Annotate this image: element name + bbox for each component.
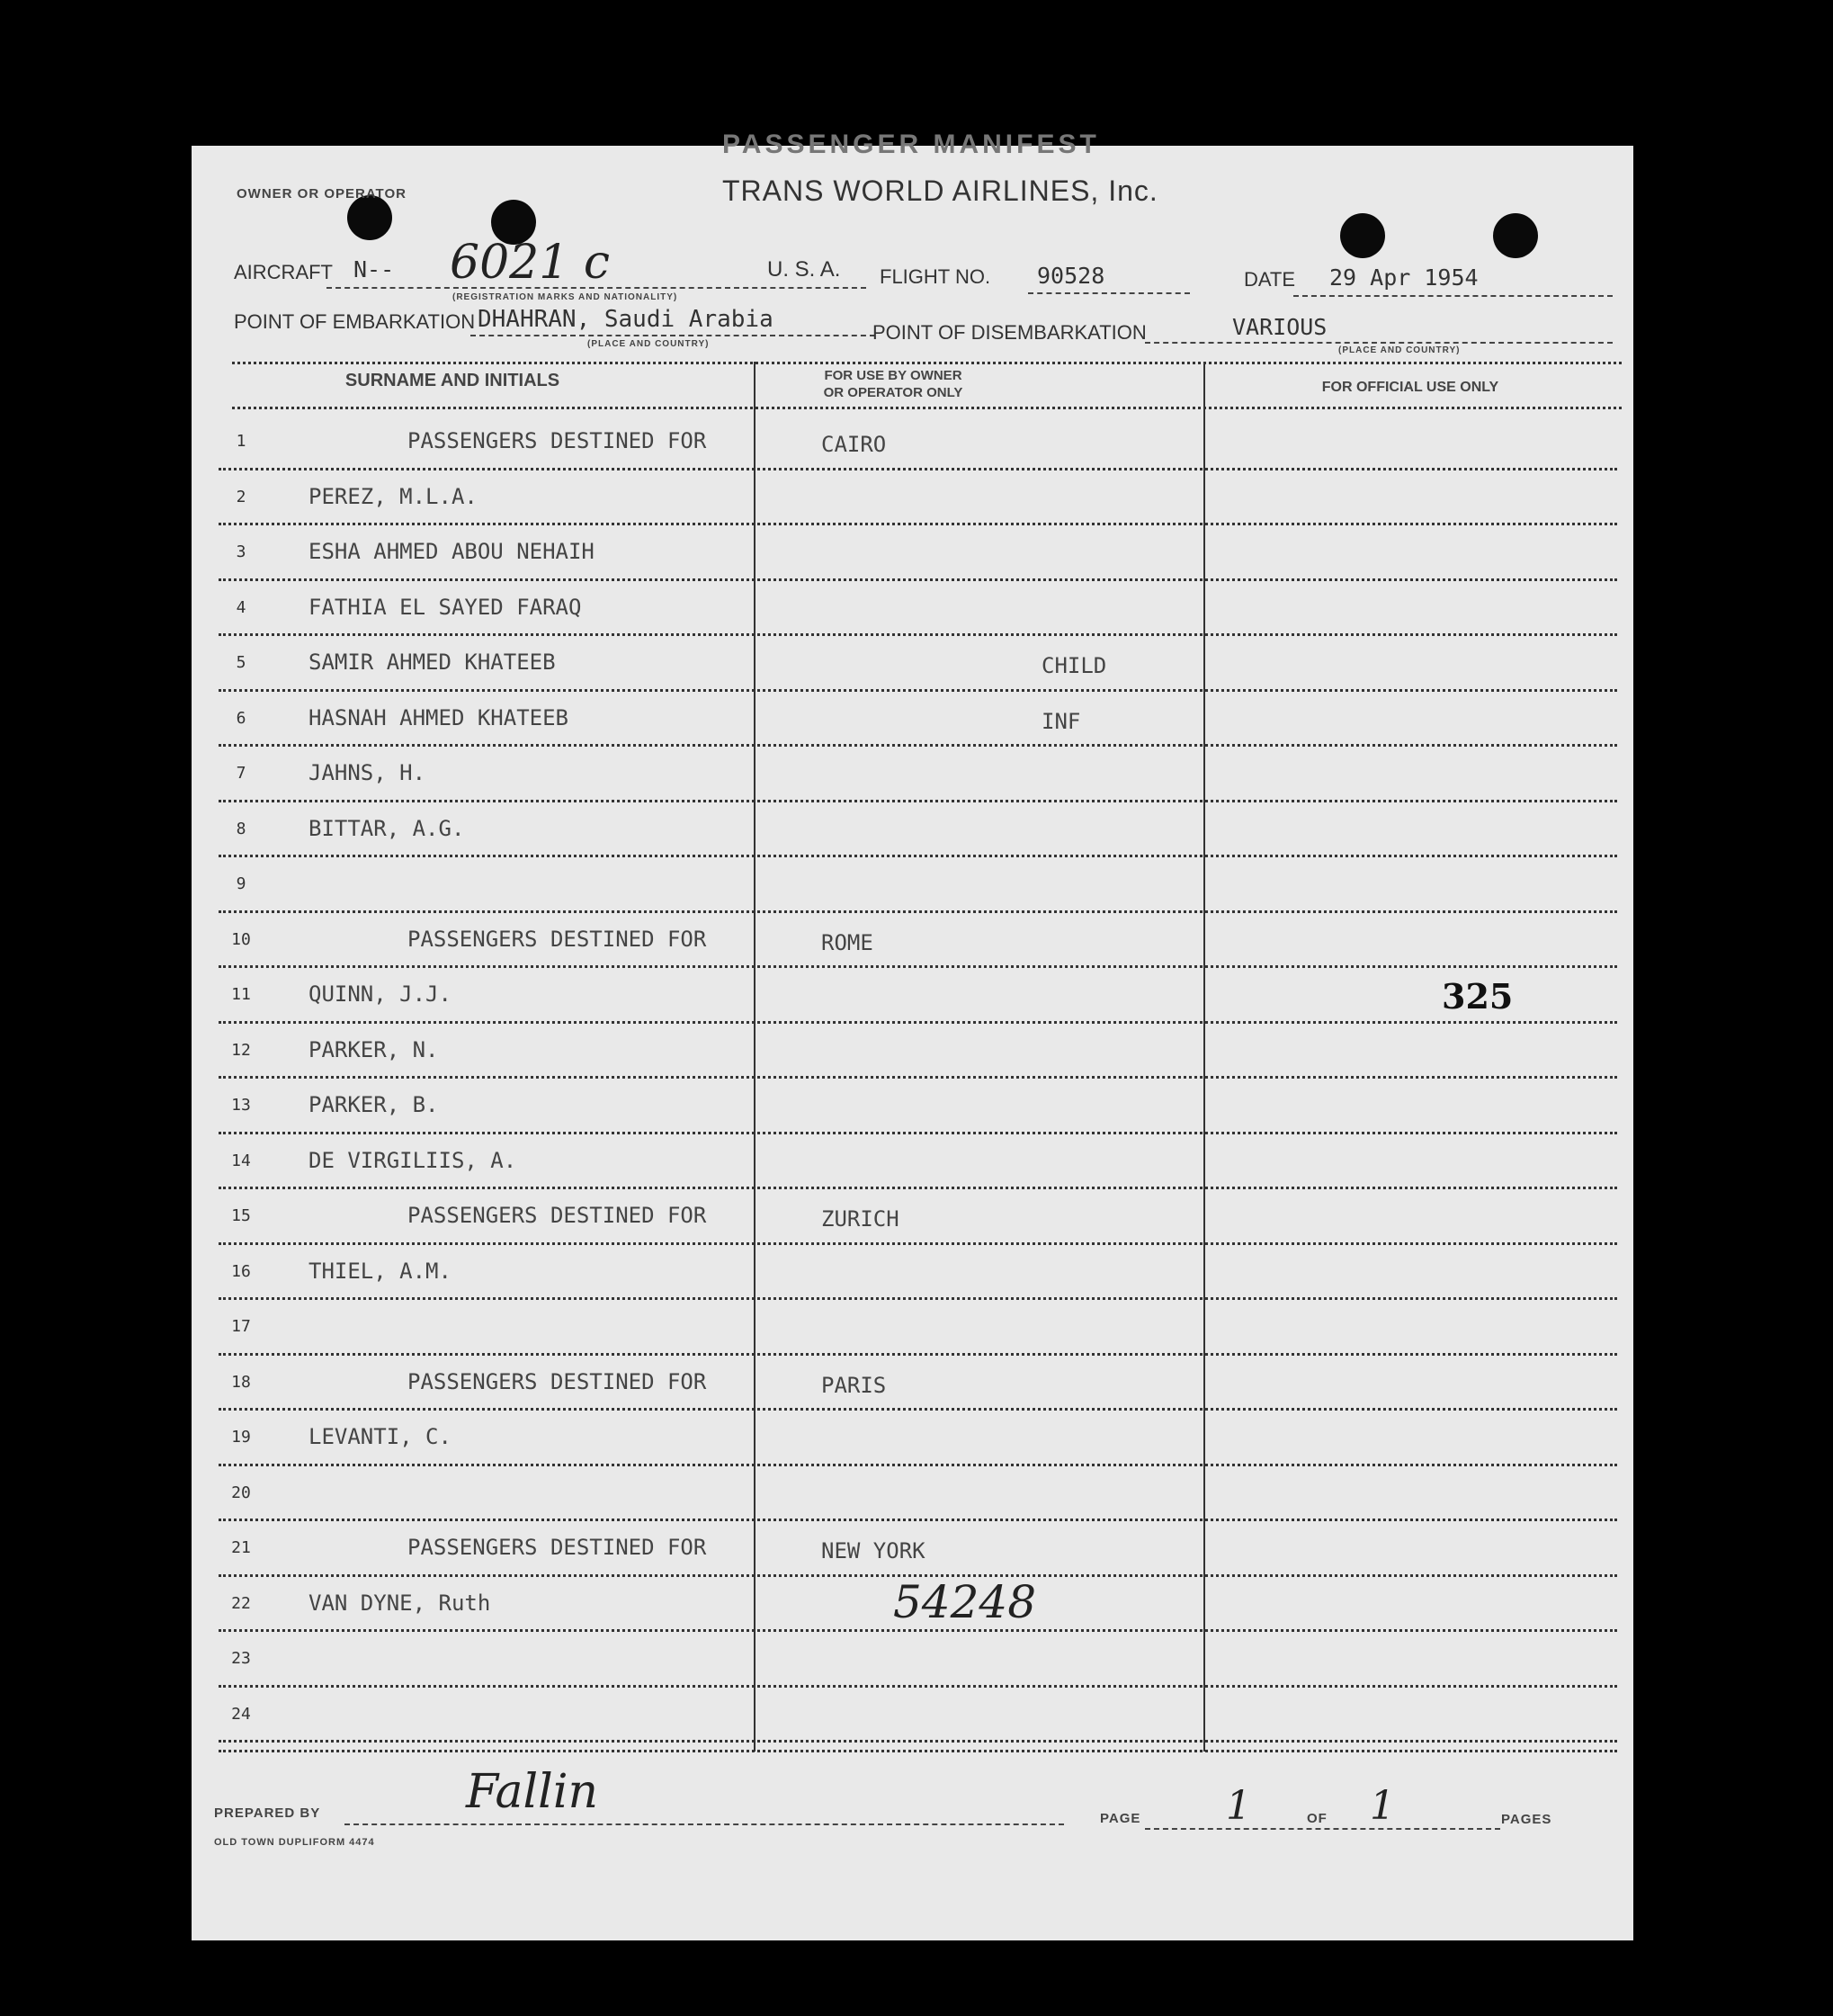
- table-row: [192, 748, 1631, 803]
- passenger-name: VAN DYNE, Ruth: [308, 1590, 491, 1616]
- page-number: 1: [1226, 1783, 1251, 1829]
- row-rule: [219, 1629, 1617, 1632]
- table-row: [192, 1633, 1631, 1689]
- table-row: [192, 582, 1631, 638]
- row-rule: [219, 1132, 1617, 1134]
- passenger-name: PARKER, N.: [308, 1036, 439, 1062]
- row-number: 13: [231, 1096, 251, 1115]
- passenger-name: PEREZ, M.L.A.: [308, 483, 478, 509]
- row-rule: [219, 1021, 1617, 1024]
- passenger-name: QUINN, J.J.: [308, 981, 452, 1007]
- row-rule: [219, 1297, 1617, 1300]
- col-owner-use-2: OR OPERATOR ONLY: [823, 385, 963, 400]
- prepared-signature: Fallin: [466, 1765, 598, 1819]
- disembark-label: POINT OF DISEMBARKATION: [872, 321, 1147, 344]
- passenger-name: BITTAR, A.G.: [308, 815, 465, 841]
- row-number: 3: [236, 542, 246, 561]
- aircraft-underline: [326, 287, 866, 289]
- header-bottom-rule: [232, 407, 1622, 409]
- place-caption-2: (PLACE AND COUNTRY): [1338, 345, 1461, 355]
- row-rule: [219, 633, 1617, 636]
- row-rule: [219, 1408, 1617, 1411]
- row-number: 8: [236, 819, 246, 838]
- row-number: 23: [231, 1649, 251, 1668]
- prepared-label: PREPARED BY: [214, 1805, 321, 1821]
- row-number: 2: [236, 487, 246, 506]
- handwritten-number: 54248: [893, 1576, 1037, 1628]
- table-row: [192, 1135, 1631, 1191]
- registration-caption: (REGISTRATION MARKS AND NATIONALITY): [452, 292, 678, 302]
- table-row: [192, 1522, 1631, 1578]
- table-row: [192, 693, 1631, 748]
- row-number: 21: [231, 1538, 251, 1557]
- destination-heading: PASSENGERS DESTINED FOR: [407, 1203, 707, 1228]
- destination-heading: PASSENGERS DESTINED FOR: [407, 428, 707, 453]
- passenger-name: FATHIA EL SAYED FARAQ: [308, 594, 582, 620]
- aircraft-number: 6021 c: [450, 236, 610, 290]
- flight-underline: [1028, 292, 1190, 294]
- table-row: [192, 471, 1631, 527]
- table-row: [192, 1246, 1631, 1302]
- official-use-cell: 325: [1442, 976, 1514, 1017]
- page-label: PAGE: [1100, 1811, 1141, 1826]
- table-row: [192, 1689, 1631, 1744]
- prepared-underline: [344, 1823, 1064, 1825]
- table-row: [192, 969, 1631, 1025]
- row-rule: [219, 523, 1617, 525]
- airline-name: TRANS WORLD AIRLINES, Inc.: [722, 175, 1158, 207]
- row-rule: [219, 1242, 1617, 1245]
- top-title: PASSENGER MANIFEST: [722, 130, 1100, 159]
- embark-label: POINT OF EMBARKATION: [234, 310, 476, 333]
- disembark-value: VARIOUS: [1232, 314, 1328, 340]
- nationality: U. S. A.: [767, 257, 841, 282]
- owner-use-cell: ROME: [821, 929, 873, 955]
- punch-hole-3: [1340, 213, 1385, 258]
- place-caption-1: (PLACE AND COUNTRY): [587, 339, 710, 349]
- row-rule: [219, 1685, 1617, 1688]
- passenger-name: LEVANTI, C.: [308, 1424, 452, 1449]
- passenger-name: HASNAH AHMED KHATEEB: [308, 704, 568, 730]
- row-number: 19: [231, 1428, 251, 1447]
- table-row: [192, 1467, 1631, 1523]
- table-row: [192, 1080, 1631, 1135]
- row-rule: [219, 1353, 1617, 1356]
- destination-heading: PASSENGERS DESTINED FOR: [407, 926, 707, 952]
- row-number: 4: [236, 597, 246, 617]
- row-rule: [219, 689, 1617, 692]
- row-number: 1: [236, 432, 246, 451]
- row-rule: [219, 800, 1617, 802]
- owner-use-cell: INF: [1042, 708, 1081, 734]
- row-number: 14: [231, 1151, 251, 1170]
- row-rule: [219, 468, 1617, 470]
- embark-value: DHAHRAN, Saudi Arabia: [478, 306, 773, 333]
- date-value: 29 Apr 1954: [1329, 264, 1479, 291]
- row-rule: [219, 1187, 1617, 1189]
- passenger-name: JAHNS, H.: [308, 760, 426, 785]
- table-row: [192, 526, 1631, 582]
- table-row: [192, 1190, 1631, 1246]
- row-rule: [219, 1740, 1617, 1743]
- row-number: 16: [231, 1261, 251, 1281]
- row-number: 18: [231, 1372, 251, 1392]
- row-rule: [219, 1076, 1617, 1079]
- flight-number: 90528: [1037, 263, 1105, 289]
- row-number: 7: [236, 764, 246, 783]
- row-number: 10: [231, 929, 251, 949]
- aircraft-label: AIRCRAFT: [234, 261, 333, 283]
- row-rule: [219, 744, 1617, 747]
- pages-label: PAGES: [1501, 1812, 1552, 1827]
- table-bottom-rule: [219, 1750, 1617, 1752]
- aircraft-prefix: N--: [353, 256, 395, 282]
- owner-use-cell: NEW YORK: [821, 1538, 925, 1564]
- row-rule: [219, 578, 1617, 581]
- table-row: [192, 416, 1631, 471]
- row-number: 6: [236, 708, 246, 728]
- destination-heading: PASSENGERS DESTINED FOR: [407, 1535, 707, 1560]
- owner-use-cell: CHILD: [1042, 653, 1107, 678]
- owner-use-cell: PARIS: [821, 1372, 887, 1398]
- row-number: 22: [231, 1593, 251, 1613]
- passenger-name: PARKER, B.: [308, 1092, 439, 1117]
- embark-underline: [470, 335, 875, 336]
- row-number: 11: [231, 985, 251, 1004]
- page-underline: [1145, 1828, 1500, 1830]
- owner-use-cell: CAIRO: [821, 432, 887, 457]
- table-row: [192, 858, 1631, 914]
- punch-hole-4: [1493, 213, 1538, 258]
- row-rule: [219, 965, 1617, 968]
- table-row: [192, 1301, 1631, 1357]
- table-row: [192, 914, 1631, 970]
- flight-label: FLIGHT NO.: [880, 265, 991, 288]
- owner-label: OWNER OR OPERATOR: [237, 186, 407, 202]
- row-rule: [219, 1464, 1617, 1466]
- row-rule: [219, 910, 1617, 913]
- row-rule: [219, 1519, 1617, 1521]
- table-row: [192, 1357, 1631, 1412]
- passenger-name: THIEL, A.M.: [308, 1258, 452, 1284]
- table-row: [192, 1025, 1631, 1080]
- date-underline: [1293, 295, 1613, 297]
- date-label: DATE: [1244, 268, 1296, 291]
- manifest-sheet: [192, 130, 1633, 1940]
- row-number: 15: [231, 1206, 251, 1225]
- pages-total: 1: [1370, 1783, 1395, 1829]
- col-surname: SURNAME AND INITIALS: [344, 371, 560, 390]
- disembark-underline: [1145, 342, 1613, 344]
- row-number: 24: [231, 1704, 251, 1724]
- owner-use-cell: ZURICH: [821, 1206, 899, 1232]
- table-row: [192, 1411, 1631, 1467]
- row-number: 20: [231, 1483, 251, 1502]
- row-number: 17: [231, 1317, 251, 1336]
- row-number: 5: [236, 653, 246, 672]
- table-row: [192, 803, 1631, 859]
- table-row: [192, 637, 1631, 693]
- destination-heading: PASSENGERS DESTINED FOR: [407, 1368, 707, 1394]
- col-official: FOR OFFICIAL USE ONLY: [1321, 380, 1499, 395]
- punch-hole-1: [347, 195, 392, 240]
- passenger-name: SAMIR AHMED KHATEEB: [308, 650, 556, 675]
- col-owner-use-1: FOR USE BY OWNER: [824, 368, 962, 383]
- row-number: 9: [236, 874, 246, 893]
- row-rule: [219, 855, 1617, 857]
- passenger-name: DE VIRGILIIS, A.: [308, 1147, 517, 1173]
- form-code: OLD TOWN DUPLIFORM 4474: [214, 1837, 375, 1848]
- row-number: 12: [231, 1040, 251, 1060]
- of-label: OF: [1307, 1811, 1328, 1826]
- passenger-name: ESHA AHMED ABOU NEHAIH: [308, 539, 595, 564]
- header-top-rule: [232, 362, 1622, 364]
